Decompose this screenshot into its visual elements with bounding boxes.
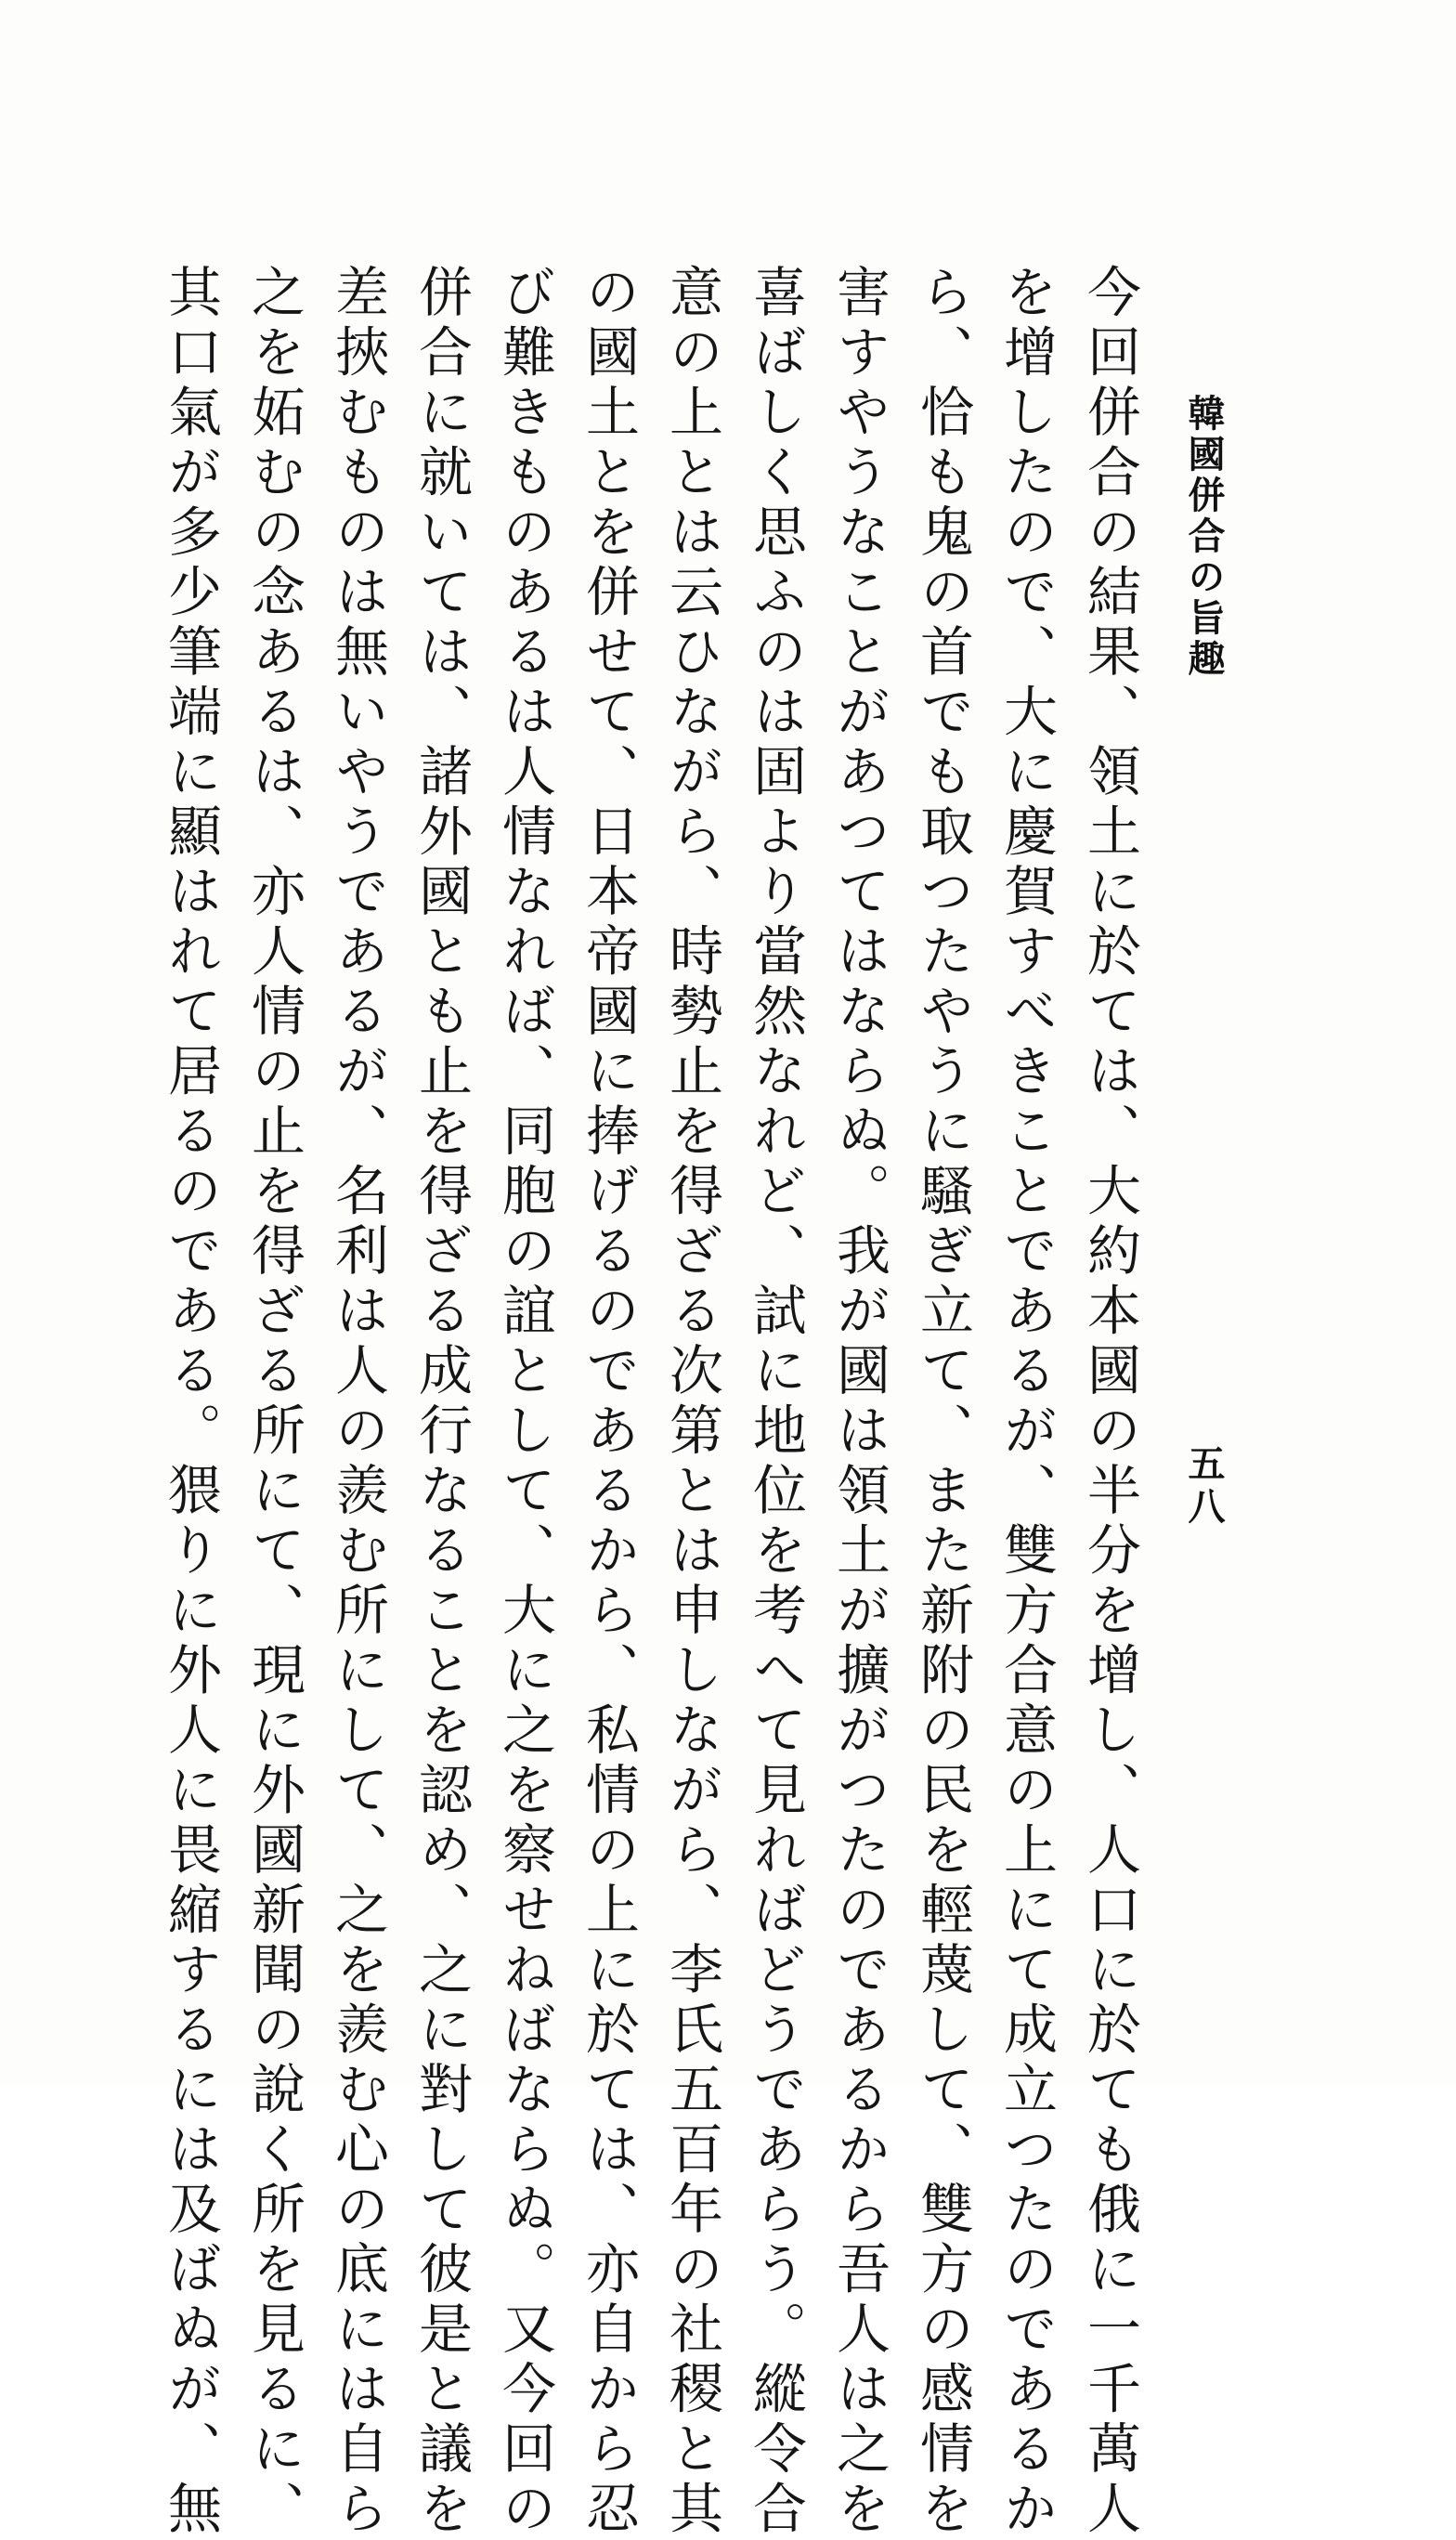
page-number: 五八 (1182, 1444, 1226, 1530)
text-line: び難きものあるは人情なれば、同胞の誼として、大に之を察せねばならぬ。又今回の (493, 264, 556, 2540)
text-line: 之を妬むの念あるは、亦人情の止を得ざる所にて、現に外國新聞の說く所を見るに、 (242, 264, 306, 2540)
text-line: 害すやうなことがあつてはならぬ。我が國は領土が擴がつたのであるから吾人は之を (827, 264, 890, 2540)
text-line: 今回併合の結果、領土に於ては、大約本國の半分を增し、人口に於ても俄に一千萬人 (1078, 264, 1141, 2540)
text-line: 併合に就いては、諸外國とも止を得ざる成行なることを認め、之に對して彼是と議を (410, 264, 473, 2540)
text-line: を增したので、大に慶賀すべきことであるが、雙方合意の上にて成立つたのであるか (994, 264, 1058, 2540)
text-line: ら、恰も鬼の首でも取つたやうに騷ぎ立て、また新附の民を輕蔑して、雙方の感情を (911, 264, 974, 2540)
text-line: 差挾むものは無いやうであるが、名利は人の羨む所にして、之を羨む心の底には自ら (326, 264, 389, 2540)
running-header: 韓國併合の旨趣 (1182, 394, 1226, 680)
text-line: の國土とを併せて、日本帝國に捧げるのであるから、私情の上に於ては、亦自から忍 (577, 264, 640, 2540)
text-line: 意の上とは云ひながら、時勢止を得ざる次第とは申しながら、李氏五百年の社稷と其 (660, 264, 723, 2540)
text-line: 其口氣が多少筆端に顯はれて居るのである。猥りに外人に畏縮するには及ばぬが、無 (159, 264, 222, 2540)
body-text (159, 264, 1151, 2540)
text-line: 喜ばしく思ふのは固より當然なれど、試に地位を考へて見ればどうであらう。縱令合 (744, 264, 807, 2540)
